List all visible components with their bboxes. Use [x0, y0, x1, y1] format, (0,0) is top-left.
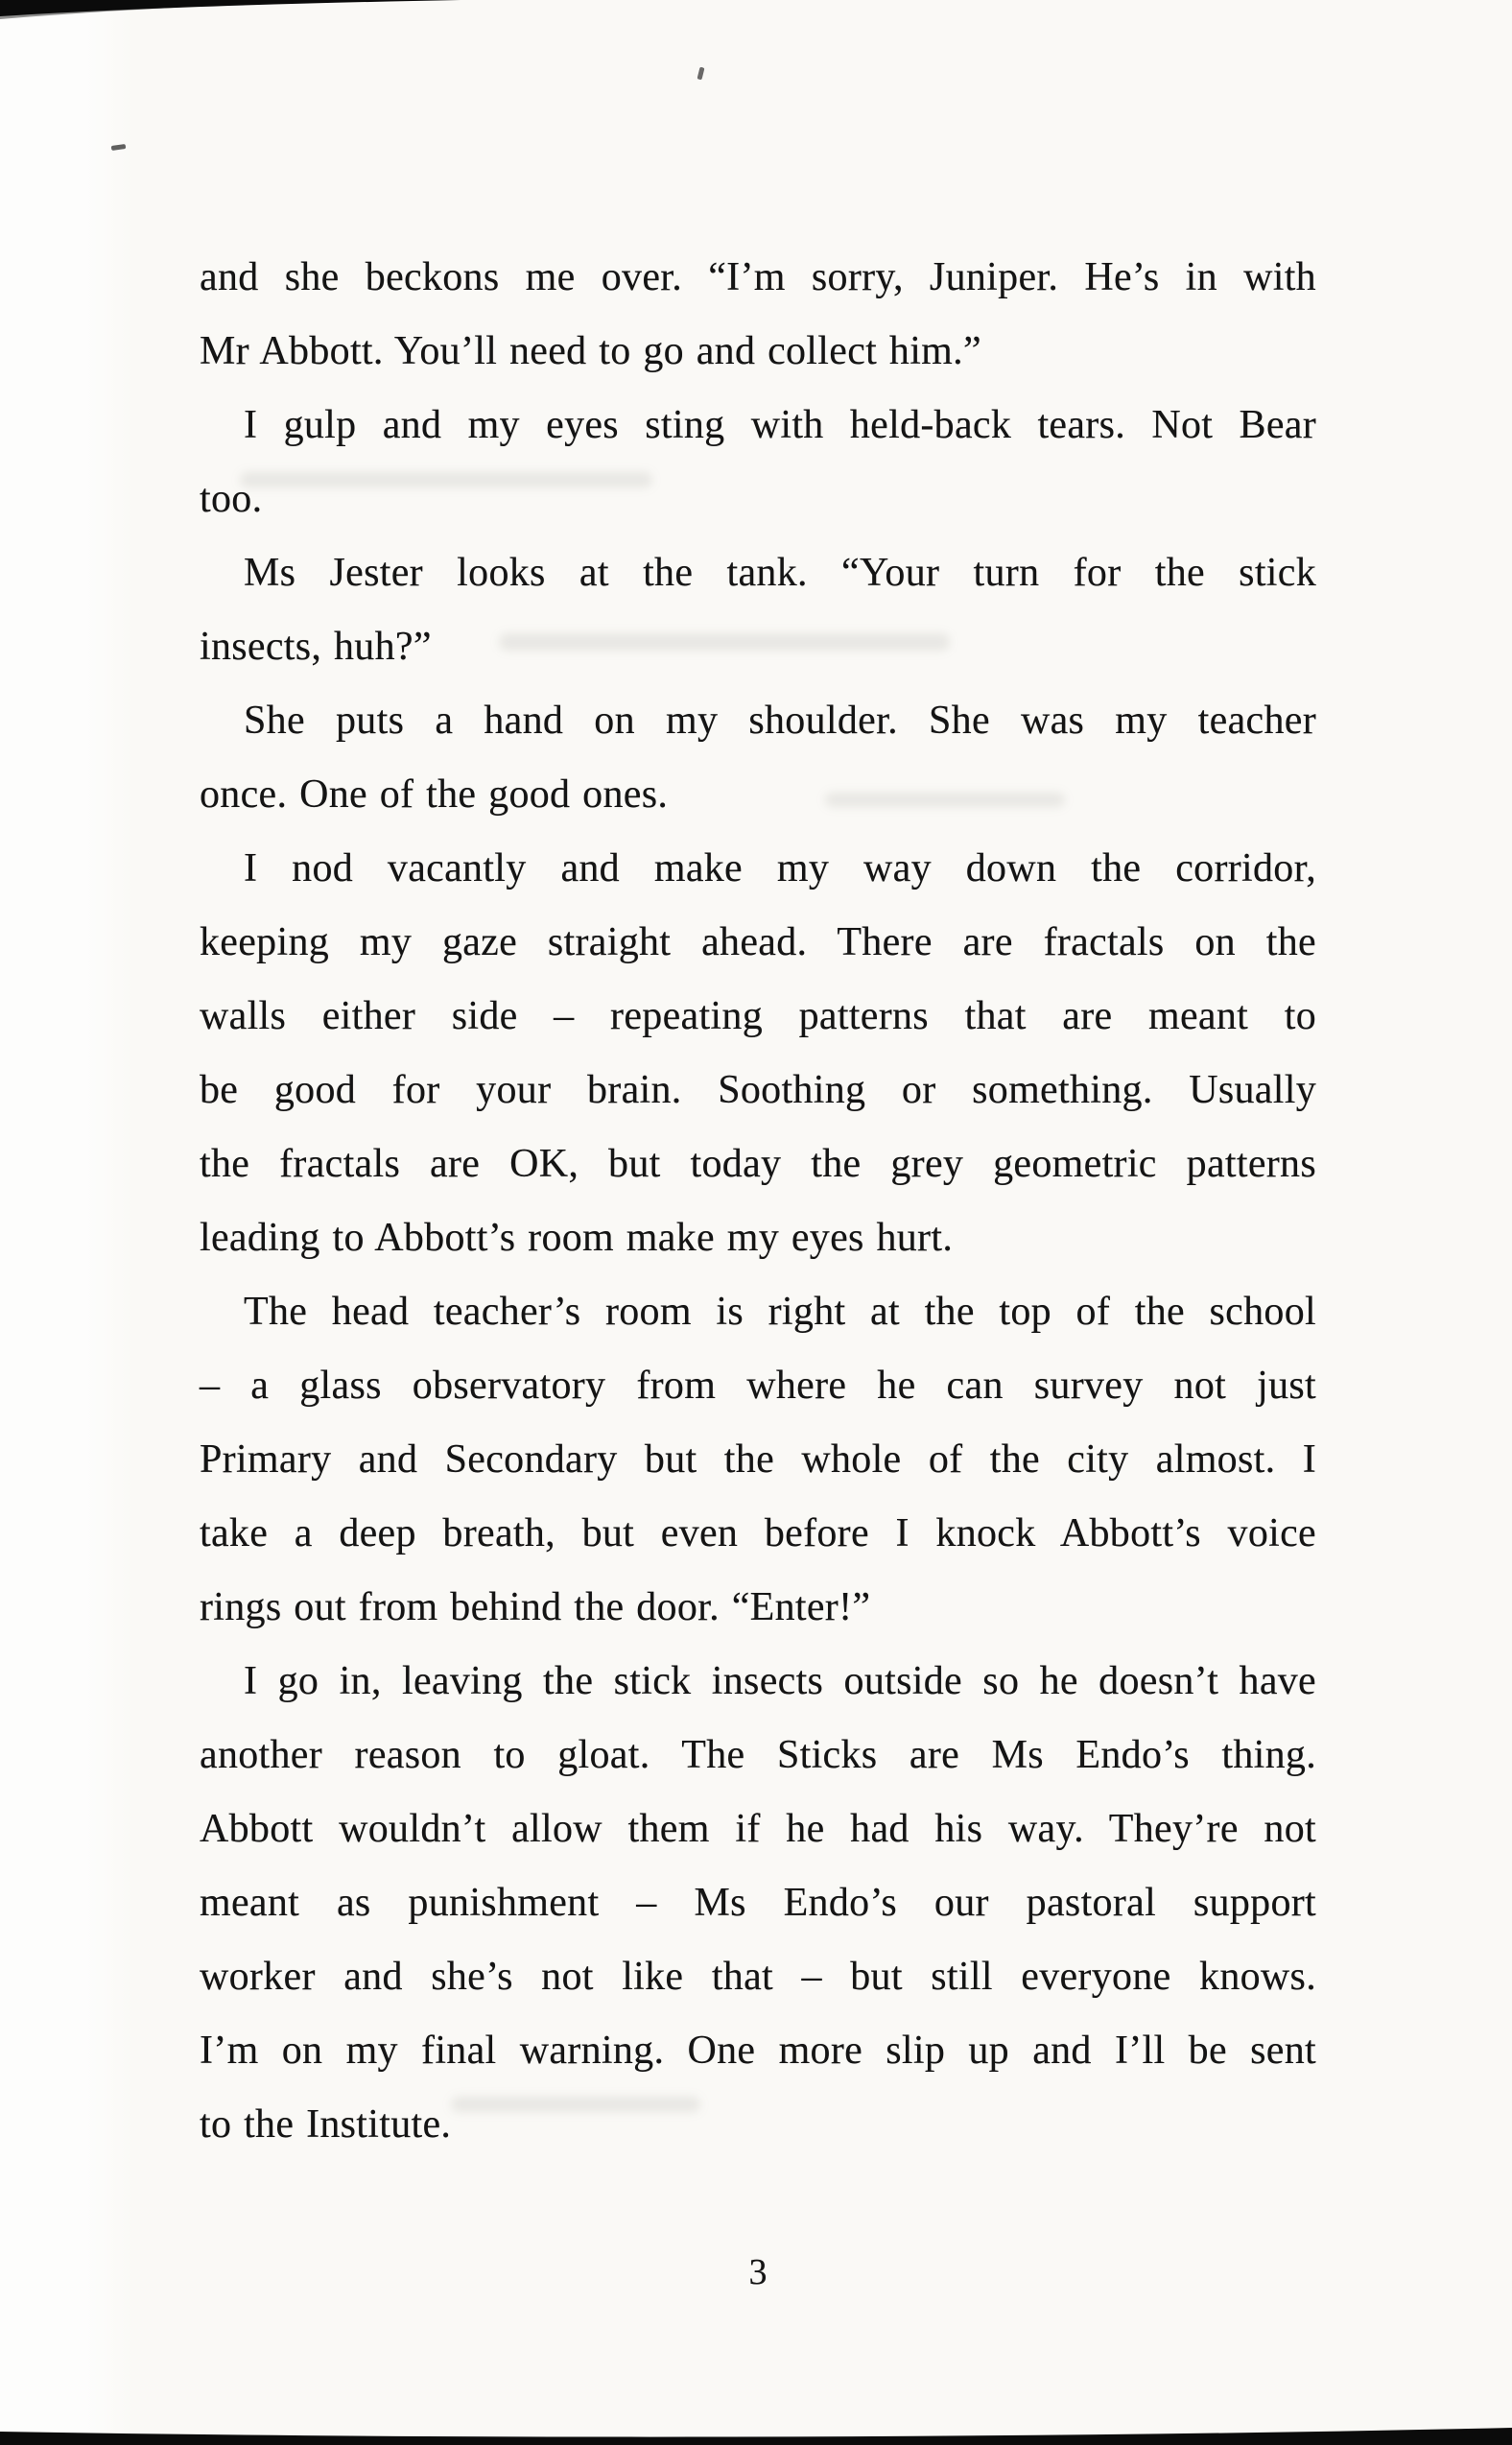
text-block [200, 241, 1316, 2162]
text-line: Abbott wouldn’t allow them if he had his way. They’re not [200, 1807, 1316, 1851]
scan-speck [111, 144, 127, 151]
text-line: The head teacher’s room is right at the top of the school [244, 1290, 1316, 1334]
text-line: the fractals are OK, but today the grey geometric patterns [200, 1142, 1316, 1186]
text-line: – a glass observatory from where he can survey not just [200, 1364, 1316, 1408]
text-line: too. [200, 477, 263, 521]
text-line: keeping my gaze straight ahead. There are fractals on the [200, 920, 1316, 964]
text-line: once. One of the good ones. [200, 772, 669, 817]
text-line: Ms Jester looks at the tank. “Your turn for the stick [244, 551, 1316, 595]
bottom-scan-edge [0, 2426, 1512, 2445]
text-line: another reason to gloat. The Sticks are Ms Endo’s thing. [200, 1733, 1316, 1777]
text-line: Mr Abbott. You’ll need to go and collect him.” [200, 329, 981, 373]
text-line: She puts a hand on my shoulder. She was my teacher [244, 699, 1316, 743]
text-line: I gulp and my eyes sting with held-back tears. Not Bear [244, 403, 1316, 447]
text-line: I go in, leaving the stick insects outside so he doesn’t have [244, 1659, 1316, 1703]
text-line: insects, huh?” [200, 625, 432, 669]
text-line: worker and she’s not like that – but still everyone knows. [200, 1955, 1316, 1999]
text-line: I nod vacantly and make my way down the corridor, [244, 846, 1316, 890]
text-line: rings out from behind the door. “Enter!” [200, 1585, 871, 1629]
text-line: and she beckons me over. “I’m sorry, Juniper. He’s in with [200, 255, 1316, 299]
text-line: walls either side – repeating patterns that are meant to [200, 994, 1316, 1038]
text-line: be good for your brain. Soothing or something. Usually [200, 1068, 1316, 1112]
text-line: Primary and Secondary but the whole of the city almost. I [200, 1437, 1316, 1482]
page-number: 3 [748, 2252, 768, 2292]
text-line: I’m on my final warning. One more slip up and I’ll be sent [200, 2029, 1316, 2073]
text-line: meant as punishment – Ms Endo’s our pastoral support [200, 1881, 1316, 1925]
text-line: take a deep breath, but even before I knock Abbott’s voice [200, 1511, 1316, 1555]
text-line: leading to Abbott’s room make my eyes hurt. [200, 1216, 954, 1260]
top-scan-edge [0, 0, 461, 21]
scan-speck [697, 67, 705, 81]
text-line: to the Institute. [200, 2102, 452, 2147]
